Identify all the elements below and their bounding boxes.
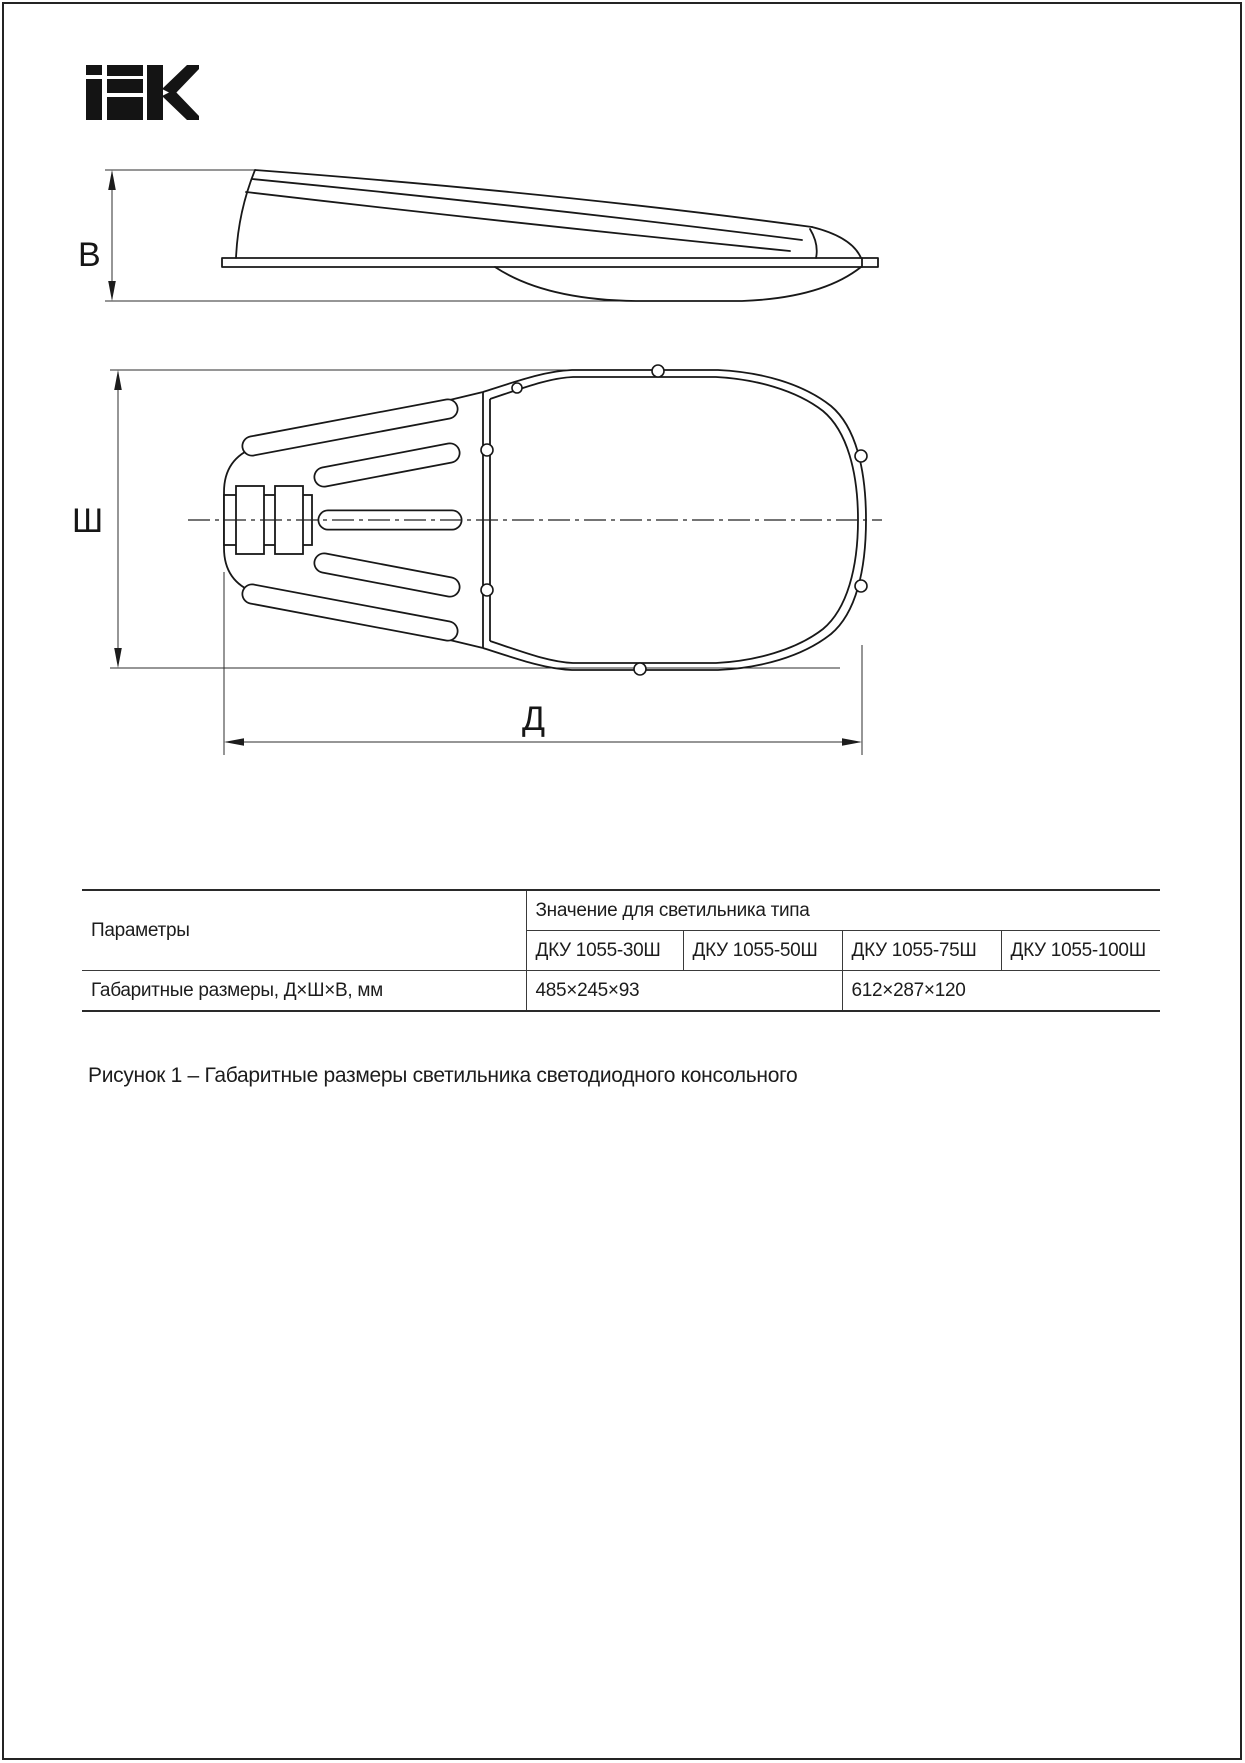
table-dimensions-row [82, 971, 1160, 1012]
notch [481, 584, 493, 596]
logo-k-arm [162, 65, 199, 95]
top-view-drawing [0, 320, 920, 770]
housing-contour-line [246, 192, 790, 251]
arrowhead-right [842, 738, 862, 746]
housing-back-edge [236, 170, 255, 258]
nose-inner-arc [810, 229, 817, 258]
dimension-parameter-cell: Габаритные размеры, Д×Ш×В, мм [82, 971, 526, 1012]
arrowhead-up [108, 170, 116, 190]
logo-e-bar [107, 97, 143, 120]
mounting-plate [222, 258, 878, 267]
type-cell: ДКУ 1055-100Ш [1001, 931, 1160, 971]
notch [855, 580, 867, 592]
iek-logo [86, 64, 201, 122]
notch [855, 450, 867, 462]
notch [634, 663, 646, 675]
logo-e-bar [107, 65, 143, 76]
logo-e-bar [107, 79, 143, 93]
housing-top-edge [255, 170, 812, 227]
width-dimension-label: Ш [72, 502, 103, 540]
nose-outer-arc [812, 227, 861, 258]
arrowhead-up [114, 370, 122, 390]
logo-k-arm [162, 90, 199, 120]
notch [512, 383, 522, 393]
dimension-value-cell: 485×245×93 [526, 971, 842, 1012]
logo-k-stem [147, 65, 163, 120]
type-cell: ДКУ 1055-30Ш [526, 931, 683, 971]
value-header-cell: Значение для светильника типа [535, 899, 810, 921]
arrowhead-down [114, 648, 122, 668]
type-cell: ДКУ 1055-75Ш [842, 931, 1001, 971]
figure-caption: Рисунок 1 – Габаритные размеры светильника светодиодного консольного [88, 1064, 798, 1087]
dimensions-table [82, 889, 1160, 1012]
logo-i-dot [86, 65, 102, 75]
type-cell: ДКУ 1055-50Ш [683, 931, 842, 971]
notch [481, 444, 493, 456]
housing-contour-line [252, 179, 802, 240]
arrowhead-left [224, 738, 244, 746]
parameters-header-cell: Параметры [82, 890, 526, 971]
table-header-row [82, 890, 1160, 931]
length-dimension-label: Д [522, 700, 545, 738]
arrowhead-down [108, 281, 116, 301]
height-dimension-label: В [78, 236, 101, 274]
logo-i-stem [86, 79, 102, 120]
dimension-value-cell: 612×287×120 [842, 971, 1160, 1012]
notch [652, 365, 664, 377]
side-view-drawing [0, 140, 920, 320]
lens-bulge [495, 267, 861, 301]
